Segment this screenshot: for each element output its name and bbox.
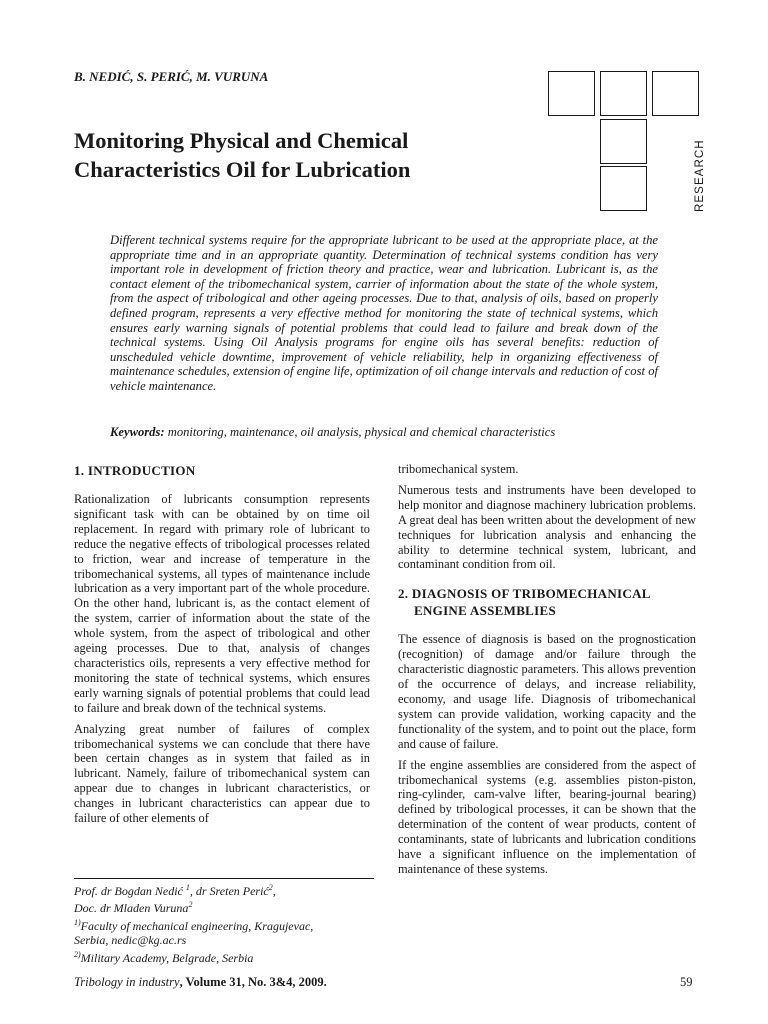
keywords bbox=[110, 425, 670, 440]
page-number: 59 bbox=[680, 975, 693, 989]
section-2-paragraph-1: The essence of diagnosis is based on the prognostication (recognition) of damage and/or failure through the characteristic diagnostic parameters. This allows prevention of the occurrence of delays, and increase reliability, economy, and usage life. Diagnosis of tribomechanical system can provide validation, working capacity and the functionality of the system, and to point out the place, form and cause of failure. bbox=[398, 632, 696, 751]
footnote-line-4: Serbia, nedic@kg.ac.rs bbox=[74, 933, 187, 948]
keywords-label: Keywords: bbox=[110, 425, 165, 439]
journal-footer bbox=[74, 975, 327, 990]
logo-square bbox=[600, 166, 647, 211]
abstract: Different technical systems require for the appropriate lubricant to be used at the appropriate place, at the appropriate time and in an appropriate quantity. Determination of technical systems condition has very important role in development of friction theory and practice, wear and lubrication. Lubricant is, as the contact element of the tribomechanical system, carrier of information about the state of the whole system, from the aspect of tribological and other ageing processes. Due to that, analysis of oils, based on properly defined program, represents a very effective method for monitoring the state of technical systems, which ensures early warning signals of potential problems that could lead to failure and break down of the technical systems. Using Oil Analysis programs for engine oils has several benefits: reduction of unscheduled vehicle downtime, improvement of vehicle reliability, help in organizing effectiveness of maintenance schedules, extension of engine life, optimization of oil change intervals and reduction of cost of vehicle maintenance. bbox=[110, 233, 658, 393]
section-1-paragraph-1: Rationalization of lubricants consumption represents significant task with can be obtained by on time oil replacement. In regard with primary role of lubricant to reduce the negative effects of tribological processes related to friction, wear and increase of temperature in the tribomechanical systems, all types of maintenance include lubrication as a very important part of the whole procedure. On the other hand, lubricant is, as the contact element of the system, carrier of information about the state of the whole system, from the aspect of tribological and other ageing processes. Due to that, analysis of changes characteristics oils, represents a very effective method for monitoring the state of technical systems, which ensures early warning signals of potential problems that could lead to failure and break down of the technical systems. bbox=[74, 492, 370, 715]
section-2-heading-line-1: 2. DIAGNOSIS OF TRIBOMECHANICAL bbox=[398, 586, 651, 602]
footnote-line-2: Doc. dr Mladen Vuruna$^2$ bbox=[74, 900, 193, 916]
title-line-2: Characteristics Oil for Lubrication bbox=[74, 157, 411, 182]
footnote-line-3: $^{1)}$Faculty of mechanical engineering, Kragujevac, bbox=[74, 917, 314, 933]
paper-title bbox=[74, 126, 514, 184]
author-footnote bbox=[74, 881, 384, 965]
journal-volume: , Volume 31, No. 3&4, 2009. bbox=[179, 975, 327, 989]
section-2-paragraph-2: If the engine assemblies are considered from the aspect of tribomechanical systems (e.g. assemblies piston-piston, ring-cylinder, cam-valve lifter, bearing-journal bearing) defined by tribological processes, it can be shown that the determination of the content of wear products, content of contaminants, state of lubricants and lubrication conditions have a significant influence on the implementation of maintenance of these systems. bbox=[398, 757, 696, 876]
section-1-paragraph-2-continued: tribomechanical system. bbox=[398, 462, 519, 476]
title-line-1: Monitoring Physical and Chemical bbox=[74, 128, 409, 153]
section-2-heading bbox=[398, 585, 696, 619]
logo-square bbox=[652, 71, 699, 116]
logo-square bbox=[548, 71, 595, 116]
footnote-line-5: $^{2)}$Military Academy, Belgrade, Serbia bbox=[74, 949, 254, 965]
section-label: RESEARCH bbox=[694, 139, 706, 212]
section-2-heading-line-2: ENGINE ASSEMBLIES bbox=[414, 603, 557, 619]
journal-name: Tribology in industry bbox=[74, 975, 180, 989]
right-column bbox=[398, 462, 696, 877]
footnote-divider bbox=[74, 878, 374, 879]
section-1-heading: 1. INTRODUCTION bbox=[74, 463, 196, 478]
section-1-paragraph-2: Analyzing great number of failures of complex tribomechanical systems we can conclude that there have been certain changes as in system that failed as in lubricant. Namely, failure of tribomechanical system can appear due to changes in lubricant characteristics, or changes in lubricant characteristics can appear due to failure of other elements of bbox=[74, 721, 370, 826]
logo-square bbox=[600, 71, 647, 116]
logo-square bbox=[600, 119, 647, 164]
keywords-text: monitoring, maintenance, oil analysis, physical and chemical characteristics bbox=[164, 425, 556, 439]
footnote-line-1: Prof. dr Bogdan Nedić $^1$, dr Sreten Perić$^2$, bbox=[74, 883, 276, 898]
authors: B. NEDIĆ, S. PERIĆ, M. VURUNA bbox=[74, 69, 269, 84]
left-column bbox=[74, 462, 370, 826]
section-1-paragraph-3: Numerous tests and instruments have been developed to help monitor and diagnose machinery lubrication problems. A great deal has been written about the development of new techniques for lubrication analysis and enhancing the ability to determine technical system, lubricant, and contaminant condition from oil. bbox=[398, 482, 696, 572]
